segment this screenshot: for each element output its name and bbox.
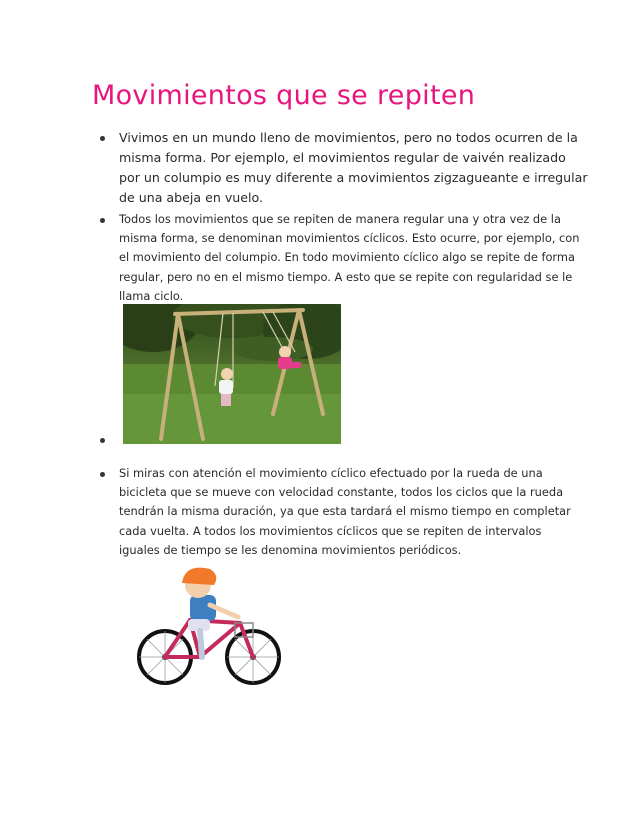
bullet-icon bbox=[100, 472, 105, 477]
paragraph-vivimos: Vivimos en un mundo lleno de movimientos, pero no todos ocurren de la misma forma. Por ejemplo, el movimientos regular de vaivén realizado por un columpio es muy diferente a movimientos zigzagueante e irregular de una abeja en vuelo. bbox=[119, 130, 588, 205]
bullet-icon bbox=[100, 438, 105, 443]
paragraph-todos: Todos los movimientos que se repiten de manera regular una y otra vez de la misma forma, se denominan movimientos cíclicos. Esto ocurre, por ejemplo, con el movimiento del columpio. En todo movimiento cíclico algo se repite de forma regular, pero no en el mismo tiempo. A esto que se repite con regularidad se le llama ciclo. bbox=[119, 212, 580, 303]
bullet-icon bbox=[100, 218, 105, 223]
bicycle-illustration bbox=[130, 565, 290, 688]
page-title: Movimientos que se repiten bbox=[92, 80, 476, 111]
swing-photo bbox=[123, 304, 341, 444]
bullet-icon bbox=[100, 136, 105, 141]
paragraph-si-miras: Si miras con atención el movimiento cíclico efectuado por la rueda de una bicicleta que se mueve con velocidad constante, todos los ciclos que la rueda tendrán la misma duración, ya que esta tardará el mismo tiempo en completar cada vuelta. A todos los movimientos cíclicos que se repiten de intervalos iguales de tiempo se les denomina movimientos periódicos. bbox=[119, 466, 571, 557]
